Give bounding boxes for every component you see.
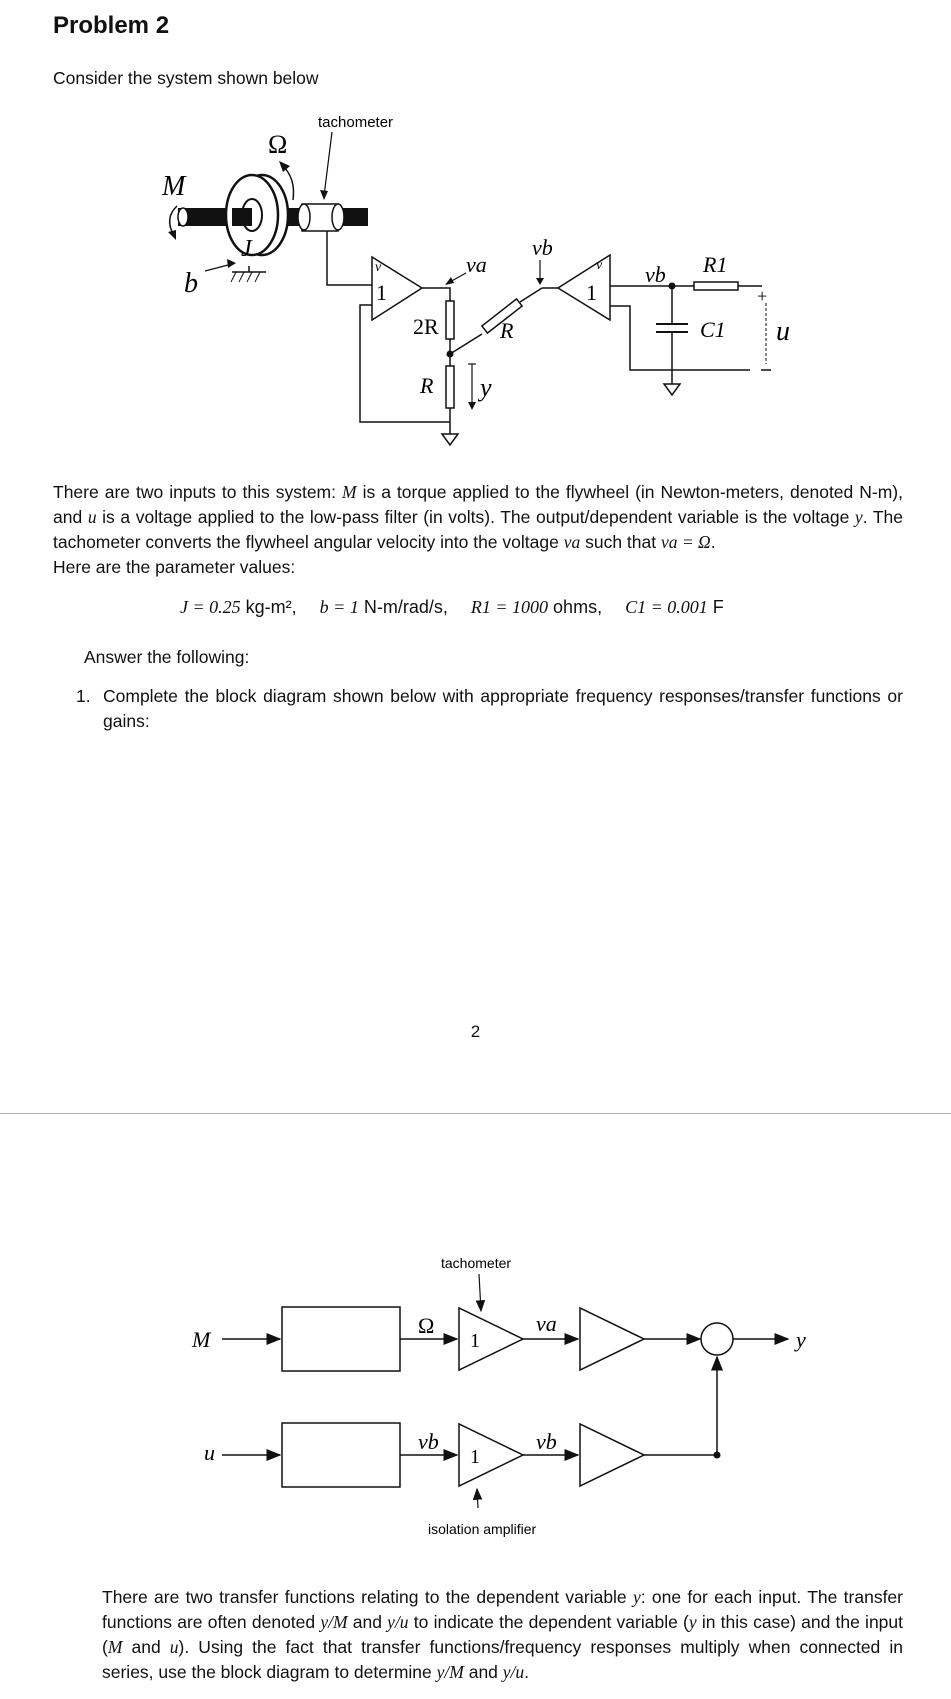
intro-text: Consider the system shown below xyxy=(53,68,319,88)
va-label: va xyxy=(466,252,487,277)
vb-mid-label: vb xyxy=(645,262,666,287)
param-b: b = 1 xyxy=(319,597,359,617)
block-filter-empty[interactable] xyxy=(282,1423,400,1487)
resistor-2r xyxy=(446,301,454,339)
u-label: u xyxy=(776,316,790,347)
y-label: y xyxy=(480,373,492,402)
answer-intro: Answer the following: xyxy=(84,647,250,667)
question-1: 1. Complete the block diagram shown below with appropriate frequency responses/transfer functions or gains: xyxy=(76,686,903,731)
param-c1: C1 = 0.001 xyxy=(625,597,708,617)
isolation-amp-block xyxy=(459,1424,523,1486)
input-m: M xyxy=(192,1327,211,1352)
gain-block-top-empty[interactable] xyxy=(580,1308,644,1370)
damping-label: b xyxy=(184,268,198,299)
ground-2 xyxy=(664,384,680,395)
summing-junction xyxy=(701,1323,733,1355)
omega-label: Ω xyxy=(268,130,288,159)
resistor-r-low xyxy=(446,366,454,408)
tachometer-label: tachometer xyxy=(318,114,394,131)
amp2-v-label: v xyxy=(596,258,603,273)
resistor-r-diag-label: R xyxy=(500,318,514,343)
problem-heading: Problem 2 xyxy=(53,12,170,39)
amp1-gain: 1 xyxy=(376,280,387,305)
block-vb2-label: vb xyxy=(536,1429,557,1454)
output-y: y xyxy=(796,1327,806,1352)
tachometer-label-2: tachometer xyxy=(441,1255,512,1271)
resistor-r1 xyxy=(694,282,738,290)
resistor-r1-label: R1 xyxy=(703,252,728,277)
iso-gain: 1 xyxy=(470,1446,480,1468)
inertia-label: J xyxy=(241,236,252,262)
circuit-diagram xyxy=(0,100,951,460)
input-u: u xyxy=(204,1440,215,1465)
capacitor-c1-label: C1 xyxy=(700,317,726,342)
tach-gain: 1 xyxy=(470,1330,480,1352)
block-flywheel-empty[interactable] xyxy=(282,1307,400,1371)
block-diagram xyxy=(0,1240,951,1550)
param-r1: R1 = 1000 xyxy=(470,597,549,617)
vb-top-label: vb xyxy=(532,235,553,260)
resistor-r-low-label: R xyxy=(420,373,434,398)
param-j: J = 0.25 xyxy=(180,597,241,617)
block-va-label: va xyxy=(536,1311,557,1336)
page-number: 2 xyxy=(470,1022,481,1041)
parameter-values: J = 0.25 kg-m², b = 1 N-m/rad/s, R1 = 1000 ohms, C1 = 0.001 F xyxy=(180,597,724,617)
block-vb1-label: vb xyxy=(418,1429,439,1454)
isolation-amp-label: isolation amplifier xyxy=(428,1521,537,1537)
ground-1 xyxy=(442,434,458,445)
tachometer-gain-block xyxy=(459,1308,523,1370)
description-paragraph: There are two inputs to this system: M is a torque applied to the flywheel (in Newton-meters, denoted N-m), and u is a voltage applied to the low-pass filter (in volts). The output/dependent variable is the voltage y. The tachometer converts the flywheel angular velocity into the voltage va such that va = Ω. Here are the parameter values: xyxy=(53,482,904,577)
transfer-function-paragraph: There are two transfer functions relating to the dependent variable y: one for each input. The transfer functions are often denoted y/M and y/u to indicate the dependent variable (y in this case) and the input (M and u). Using the fact that transfer functions/frequency responses multiply when connected in series, use the block diagram to determine y/M and y/u. xyxy=(102,1587,904,1682)
plus-sign: + xyxy=(757,286,768,306)
gain-block-bottom-empty[interactable] xyxy=(580,1424,644,1486)
torque-label: M xyxy=(162,171,186,202)
amp2-gain: 1 xyxy=(586,280,597,305)
resistor-2r-label: 2R xyxy=(413,314,439,339)
amp1-v-label: v xyxy=(375,260,382,275)
page-divider xyxy=(0,1113,951,1114)
block-omega-label: Ω xyxy=(418,1313,435,1338)
